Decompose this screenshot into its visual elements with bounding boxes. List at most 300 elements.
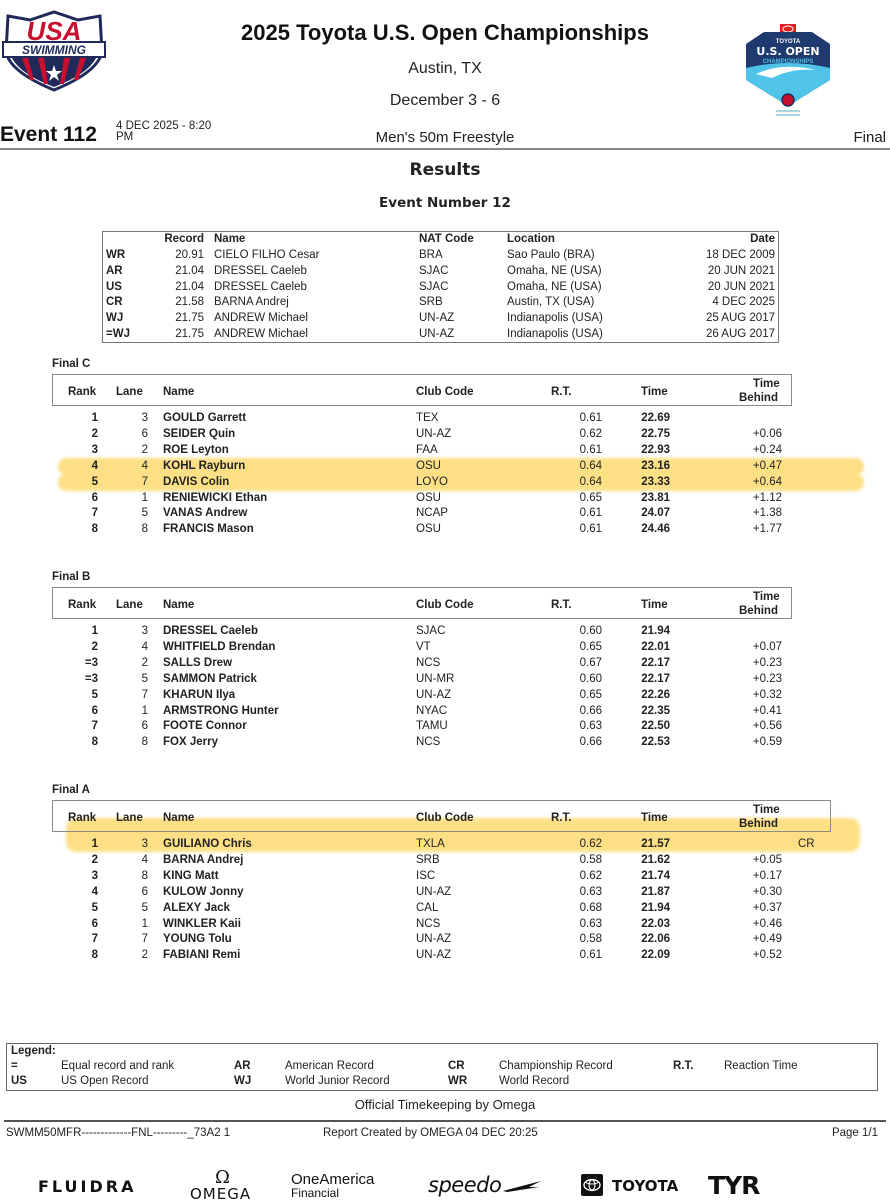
col-reaction-time: R.T. xyxy=(551,599,572,611)
record-nat-code: SJAC xyxy=(419,264,449,277)
record-time: 21.04 xyxy=(175,280,204,293)
rank: 2 xyxy=(91,640,98,653)
record-row xyxy=(103,265,778,281)
record-time: 21.75 xyxy=(175,328,204,340)
result-row xyxy=(52,476,792,492)
legend-key-cr: CR xyxy=(448,1060,465,1072)
final-time: 22.93 xyxy=(641,443,670,456)
reaction-time: 0.58 xyxy=(579,933,602,946)
club-code: TAMU xyxy=(416,720,448,733)
reaction-time: 0.63 xyxy=(579,720,602,733)
swimmer-name: DRESSEL Caeleb xyxy=(163,625,259,637)
swimmer-name: SALLS Drew xyxy=(163,656,233,669)
col-rank: Rank xyxy=(68,812,97,824)
record-nat-code: BRA xyxy=(419,249,443,261)
record-nat-code: SJAC xyxy=(419,280,449,293)
lane: 1 xyxy=(141,491,148,504)
rank: 4 xyxy=(91,885,98,898)
record-code: CR xyxy=(106,296,123,309)
result-row xyxy=(52,933,792,949)
result-row xyxy=(52,705,792,721)
rank: 1 xyxy=(91,412,98,424)
col-time-behind-1: Time xyxy=(753,378,780,390)
lane: 2 xyxy=(141,443,148,456)
time-behind: +0.23 xyxy=(752,656,782,669)
final-time: 22.17 xyxy=(641,656,670,669)
time-behind: +0.05 xyxy=(752,853,782,866)
event-divider xyxy=(0,148,890,150)
result-row xyxy=(52,689,792,705)
records-col-nat: NAT Code xyxy=(419,233,474,245)
lane: 8 xyxy=(141,869,148,882)
lane: 3 xyxy=(141,838,148,850)
timekeeping-note: Official Timekeeping by Omega xyxy=(354,1097,536,1112)
rank: 8 xyxy=(91,949,98,962)
record-code: WR xyxy=(106,249,126,261)
legend-label-wj: World Junior Record xyxy=(285,1075,390,1087)
result-row xyxy=(52,523,792,539)
sponsor-oneamerica-subtitle: Financial xyxy=(291,1186,340,1200)
swimmer-name: ARMSTRONG Hunter xyxy=(163,704,279,717)
result-row xyxy=(52,736,792,752)
rank: =3 xyxy=(84,656,98,669)
meet-location: Austin, TX xyxy=(408,60,482,77)
lane: 3 xyxy=(141,625,148,637)
lane: 4 xyxy=(141,459,148,472)
speedo-boomerang-icon xyxy=(503,1179,543,1193)
rank: 3 xyxy=(91,443,98,456)
reaction-time: 0.61 xyxy=(579,507,602,520)
legend-title: Legend: xyxy=(11,1045,56,1057)
record-location: Omaha, NE (USA) xyxy=(507,280,602,293)
sponsor-toyota-logo: TOYOTA xyxy=(612,1177,679,1195)
lane: 5 xyxy=(141,507,148,520)
record-code: US xyxy=(106,280,122,293)
club-code: UN-AZ xyxy=(416,427,452,440)
swimmer-name: FABIANI Remi xyxy=(163,949,241,962)
record-holder: DRESSEL Caeleb xyxy=(214,280,307,293)
final-time: 22.09 xyxy=(641,949,670,962)
legend-label-cr: Championship Record xyxy=(499,1060,613,1072)
lane: 4 xyxy=(141,853,148,866)
result-row xyxy=(52,460,792,476)
swimmer-name: VANAS Andrew xyxy=(163,507,248,520)
reaction-time: 0.65 xyxy=(579,688,602,701)
record-code: AR xyxy=(106,264,123,277)
final-time: 21.57 xyxy=(641,838,670,850)
swimmer-name: FRANCIS Mason xyxy=(163,523,254,536)
record-row xyxy=(103,249,778,265)
final-time: 23.33 xyxy=(641,475,670,488)
club-code: FAA xyxy=(416,443,438,456)
swimmer-name: WHITFIELD Brendan xyxy=(163,640,276,653)
record-time: 21.58 xyxy=(175,296,204,309)
final-time: 21.62 xyxy=(641,853,670,866)
rank: 7 xyxy=(91,720,98,733)
legend-key-equal: = xyxy=(11,1060,18,1072)
rank: 5 xyxy=(91,475,98,488)
reaction-time: 0.66 xyxy=(579,704,602,717)
reaction-time: 0.64 xyxy=(579,475,602,488)
record-time: 20.91 xyxy=(175,249,204,261)
final-time: 22.50 xyxy=(641,720,670,733)
record-row xyxy=(103,328,778,344)
result-row xyxy=(52,492,792,508)
rank: 3 xyxy=(91,869,98,882)
lane: 7 xyxy=(141,475,148,488)
final-time: 22.01 xyxy=(641,640,670,653)
lane: 1 xyxy=(141,704,148,717)
time-behind: +0.56 xyxy=(752,720,782,733)
final-time: 22.53 xyxy=(641,736,670,749)
report-created: Report Created by OMEGA 04 DEC 20:25 xyxy=(323,1127,538,1139)
report-code: SWMM50MFR-------------FNL---------_73A2 1 xyxy=(6,1127,231,1139)
col-time-behind-2: Behind xyxy=(739,605,778,617)
record-date: 20 JUN 2021 xyxy=(707,280,775,293)
col-lane: Lane xyxy=(116,812,143,824)
records-table xyxy=(102,231,779,343)
time-behind: +0.64 xyxy=(752,475,782,488)
time-behind: +0.07 xyxy=(752,640,782,653)
time-behind: +0.30 xyxy=(752,885,782,898)
championships-logo-text: CHAMPIONSHIPS xyxy=(762,59,814,65)
col-time-behind-1: Time xyxy=(753,804,780,816)
swimmer-name: KULOW Jonny xyxy=(163,885,244,898)
rank: 8 xyxy=(91,523,98,536)
reaction-time: 0.60 xyxy=(579,625,602,637)
swimmer-name: BARNA Andrej xyxy=(163,853,244,866)
reaction-time: 0.61 xyxy=(579,443,602,456)
reaction-time: 0.61 xyxy=(579,412,602,424)
reaction-time: 0.60 xyxy=(579,672,602,685)
swimmer-name: GOULD Garrett xyxy=(163,412,247,424)
final-time: 23.16 xyxy=(641,459,670,472)
rank: 1 xyxy=(91,838,98,850)
final-time: 24.46 xyxy=(641,523,670,536)
event-number-label: Event Number 12 xyxy=(379,195,511,211)
lane: 1 xyxy=(141,917,148,930)
time-behind: +0.37 xyxy=(752,901,782,914)
records-header-row xyxy=(103,233,778,249)
col-reaction-time: R.T. xyxy=(551,812,572,824)
club-code: SJAC xyxy=(416,625,446,637)
col-name: Name xyxy=(163,599,195,611)
final-time: 22.06 xyxy=(641,933,670,946)
record-row xyxy=(103,281,778,297)
swimmer-name: FOOTE Connor xyxy=(163,720,247,733)
club-code: LOYO xyxy=(416,475,448,488)
club-code: NCS xyxy=(416,656,441,669)
result-row xyxy=(52,428,792,444)
rank: 6 xyxy=(91,917,98,930)
swimmer-name: KHARUN Ilya xyxy=(163,688,236,701)
event-header xyxy=(0,120,890,148)
heat-header-final-c xyxy=(52,374,792,406)
result-row xyxy=(52,641,792,657)
record-row xyxy=(103,312,778,328)
club-code: VT xyxy=(416,640,431,653)
results-title: Results xyxy=(409,160,481,180)
rank: 2 xyxy=(91,853,98,866)
col-club-code: Club Code xyxy=(416,812,474,824)
club-code: NYAC xyxy=(416,704,448,717)
record-date: 18 DEC 2009 xyxy=(705,249,775,261)
time-behind: +0.32 xyxy=(752,688,782,701)
record-holder: BARNA Andrej xyxy=(214,296,289,309)
time-behind: +0.49 xyxy=(752,933,782,946)
col-time-behind-1: Time xyxy=(753,591,780,603)
rank: 4 xyxy=(91,459,98,472)
event-datetime-line2: PM xyxy=(116,131,134,143)
lane: 6 xyxy=(141,720,148,733)
swimmer-name: YOUNG Tolu xyxy=(163,933,232,946)
col-club-code: Club Code xyxy=(416,386,474,398)
col-time: Time xyxy=(641,386,668,398)
col-lane: Lane xyxy=(116,386,143,398)
time-behind: +0.47 xyxy=(752,459,782,472)
lane: 6 xyxy=(141,427,148,440)
event-datetime-line1: 4 DEC 2025 - 8:20 xyxy=(116,120,212,132)
final-time: 21.94 xyxy=(641,901,670,914)
final-time: 22.26 xyxy=(641,688,670,701)
heat-label-final-c: Final C xyxy=(52,358,91,370)
club-code: TXLA xyxy=(416,838,445,850)
reaction-time: 0.64 xyxy=(579,459,602,472)
swimmer-name: ROE Leyton xyxy=(163,443,229,456)
meet-title: 2025 Toyota U.S. Open Championships xyxy=(241,20,649,45)
records-col-location: Location xyxy=(507,233,555,245)
result-row xyxy=(52,673,792,689)
legend-box xyxy=(6,1043,878,1091)
sponsor-omega-logo: OMEGA xyxy=(190,1185,252,1200)
final-time: 23.81 xyxy=(641,491,670,504)
sponsor-speedo-logo xyxy=(428,1173,543,1197)
rank: 6 xyxy=(91,704,98,717)
lane: 6 xyxy=(141,885,148,898)
legend-key-rt: R.T. xyxy=(673,1060,694,1072)
legend-key-wr: WR xyxy=(448,1075,468,1087)
reaction-time: 0.62 xyxy=(579,427,602,440)
record-date: 26 AUG 2017 xyxy=(705,328,775,340)
legend-label-wr: World Record xyxy=(499,1075,570,1087)
club-code: OSU xyxy=(416,491,441,504)
record-holder: CIELO FILHO Cesar xyxy=(214,249,320,261)
club-code: UN-AZ xyxy=(416,688,452,701)
final-time: 21.94 xyxy=(641,625,670,637)
final-time: 21.87 xyxy=(641,885,670,898)
time-behind: +0.52 xyxy=(752,949,782,962)
heat-label-final-a: Final A xyxy=(52,784,90,796)
us-open-logo-text: U.S. OPEN xyxy=(756,45,820,58)
record-location: Austin, TX (USA) xyxy=(507,296,595,309)
record-location: Indianapolis (USA) xyxy=(507,312,603,325)
club-code: ISC xyxy=(416,869,436,882)
time-behind: +0.41 xyxy=(752,704,782,717)
result-row xyxy=(52,886,792,902)
rank: 1 xyxy=(91,625,98,637)
sponsor-tyr-logo: TYR xyxy=(708,1171,760,1200)
legend-key-us: US xyxy=(11,1075,27,1087)
club-code: TEX xyxy=(416,412,439,424)
swimming-text: SWIMMING xyxy=(22,43,86,57)
page-number: Page 1/1 xyxy=(831,1127,878,1139)
result-row xyxy=(52,507,792,523)
lane: 3 xyxy=(141,412,148,424)
lane: 2 xyxy=(141,656,148,669)
record-holder: DRESSEL Caeleb xyxy=(214,264,307,277)
event-name: Men's 50m Freestyle xyxy=(375,129,515,146)
record-time: 21.04 xyxy=(175,264,204,277)
col-name: Name xyxy=(163,386,195,398)
record-time: 21.75 xyxy=(175,312,204,325)
sponsor-fluidra-logo: FLUIDRA xyxy=(38,1177,137,1196)
club-code: OSU xyxy=(416,523,441,536)
time-behind: +0.23 xyxy=(752,672,782,685)
col-time-behind-2: Behind xyxy=(739,818,778,830)
final-time: 21.74 xyxy=(641,869,670,882)
result-row xyxy=(52,838,815,854)
swimmer-name: KOHL Rayburn xyxy=(163,459,246,472)
records-col-record: Record xyxy=(164,233,204,245)
rank: =3 xyxy=(84,672,98,685)
toyota-emblem-icon xyxy=(581,1174,603,1196)
club-code: UN-AZ xyxy=(416,885,452,898)
record-badge: CR xyxy=(798,838,815,850)
footer-divider xyxy=(4,1120,886,1122)
rank: 6 xyxy=(91,491,98,504)
record-holder: ANDREW Michael xyxy=(214,328,308,340)
reaction-time: 0.66 xyxy=(579,736,602,749)
us-open-championships-logo xyxy=(742,22,834,118)
result-row xyxy=(52,870,792,886)
club-code: NCS xyxy=(416,917,441,930)
heat-header-final-a xyxy=(52,800,831,832)
lane: 2 xyxy=(141,949,148,962)
omega-symbol-icon: Ω xyxy=(215,1167,230,1188)
col-reaction-time: R.T. xyxy=(551,386,572,398)
col-name: Name xyxy=(163,812,195,824)
col-lane: Lane xyxy=(116,599,143,611)
club-code: NCS xyxy=(416,736,441,749)
time-behind: +1.12 xyxy=(752,491,782,504)
time-behind: +1.77 xyxy=(752,523,782,536)
legend-label-equal: Equal record and rank xyxy=(61,1060,175,1072)
meet-dates: December 3 - 6 xyxy=(389,92,501,109)
swimmer-name: KING Matt xyxy=(163,869,219,882)
lane: 5 xyxy=(141,901,148,914)
record-nat-code: UN-AZ xyxy=(419,312,455,325)
club-code: SRB xyxy=(416,853,440,866)
toyota-logo-text: TOYOTA xyxy=(775,39,801,45)
record-code: WJ xyxy=(106,312,124,325)
result-row xyxy=(52,720,792,736)
reaction-time: 0.68 xyxy=(579,901,602,914)
speedo-wordmark: speedo xyxy=(428,1173,502,1197)
swimmer-name: SAMMON Patrick xyxy=(163,672,257,685)
event-round: Final xyxy=(853,129,886,146)
final-time: 22.17 xyxy=(641,672,670,685)
result-row xyxy=(52,949,792,965)
reaction-time: 0.65 xyxy=(579,640,602,653)
time-behind: +0.17 xyxy=(752,869,782,882)
heat-header-final-b xyxy=(52,587,792,619)
final-time: 24.07 xyxy=(641,507,670,520)
col-rank: Rank xyxy=(68,599,97,611)
lane: 8 xyxy=(141,523,148,536)
result-row xyxy=(52,444,792,460)
time-behind: +0.46 xyxy=(752,917,782,930)
record-nat-code: UN-AZ xyxy=(419,328,455,340)
records-col-name: Name xyxy=(214,233,246,245)
result-row xyxy=(52,412,792,428)
swimmer-name: FOX Jerry xyxy=(163,736,218,749)
final-time: 22.35 xyxy=(641,704,670,717)
club-code: CAL xyxy=(416,901,439,914)
club-code: UN-MR xyxy=(416,672,455,685)
swimmer-name: RENIEWICKI Ethan xyxy=(163,491,268,504)
legend-label-rt: Reaction Time xyxy=(724,1060,798,1072)
rank: 5 xyxy=(91,901,98,914)
lane: 4 xyxy=(141,640,148,653)
record-date: 25 AUG 2017 xyxy=(705,312,775,325)
record-nat-code: SRB xyxy=(419,296,443,309)
lane: 7 xyxy=(141,688,148,701)
legend-label-ar: American Record xyxy=(285,1060,374,1072)
time-behind: +0.24 xyxy=(752,443,782,456)
record-location: Sao Paulo (BRA) xyxy=(507,249,595,261)
reaction-time: 0.58 xyxy=(579,853,602,866)
lane: 5 xyxy=(141,672,148,685)
col-club-code: Club Code xyxy=(416,599,474,611)
club-code: UN-AZ xyxy=(416,949,452,962)
record-row xyxy=(103,296,778,312)
legend-label-us: US Open Record xyxy=(61,1075,149,1087)
swimmer-name: WINKLER Kaii xyxy=(163,917,241,930)
col-time: Time xyxy=(641,812,668,824)
final-time: 22.69 xyxy=(641,412,670,424)
result-row xyxy=(52,902,792,918)
record-location: Omaha, NE (USA) xyxy=(507,264,602,277)
lane: 7 xyxy=(141,933,148,946)
time-behind: +1.38 xyxy=(752,507,782,520)
rank: 8 xyxy=(91,736,98,749)
result-row xyxy=(52,918,792,934)
col-rank: Rank xyxy=(68,386,97,398)
lane: 8 xyxy=(141,736,148,749)
swimmer-name: SEIDER Quin xyxy=(163,427,236,440)
records-col-date: Date xyxy=(750,233,775,245)
event-number: Event 112 xyxy=(0,123,97,146)
legend-key-ar: AR xyxy=(234,1060,251,1072)
reaction-time: 0.63 xyxy=(579,917,602,930)
record-location: Indianapolis (USA) xyxy=(507,328,603,340)
col-time-behind-2: Behind xyxy=(739,392,778,404)
reaction-time: 0.65 xyxy=(579,491,602,504)
final-time: 22.03 xyxy=(641,917,670,930)
rank: 7 xyxy=(91,507,98,520)
reaction-time: 0.62 xyxy=(579,838,602,850)
result-row xyxy=(52,625,792,641)
final-time: 22.75 xyxy=(641,427,670,440)
time-behind: +0.59 xyxy=(752,736,782,749)
swimmer-name: GUILIANO Chris xyxy=(163,838,252,850)
club-code: UN-AZ xyxy=(416,933,452,946)
reaction-time: 0.61 xyxy=(579,523,602,536)
rank: 5 xyxy=(91,688,98,701)
rank: 2 xyxy=(91,427,98,440)
usa-text: USA xyxy=(26,16,82,46)
sponsor-oneamerica-logo: OneAmerica xyxy=(291,1171,375,1188)
